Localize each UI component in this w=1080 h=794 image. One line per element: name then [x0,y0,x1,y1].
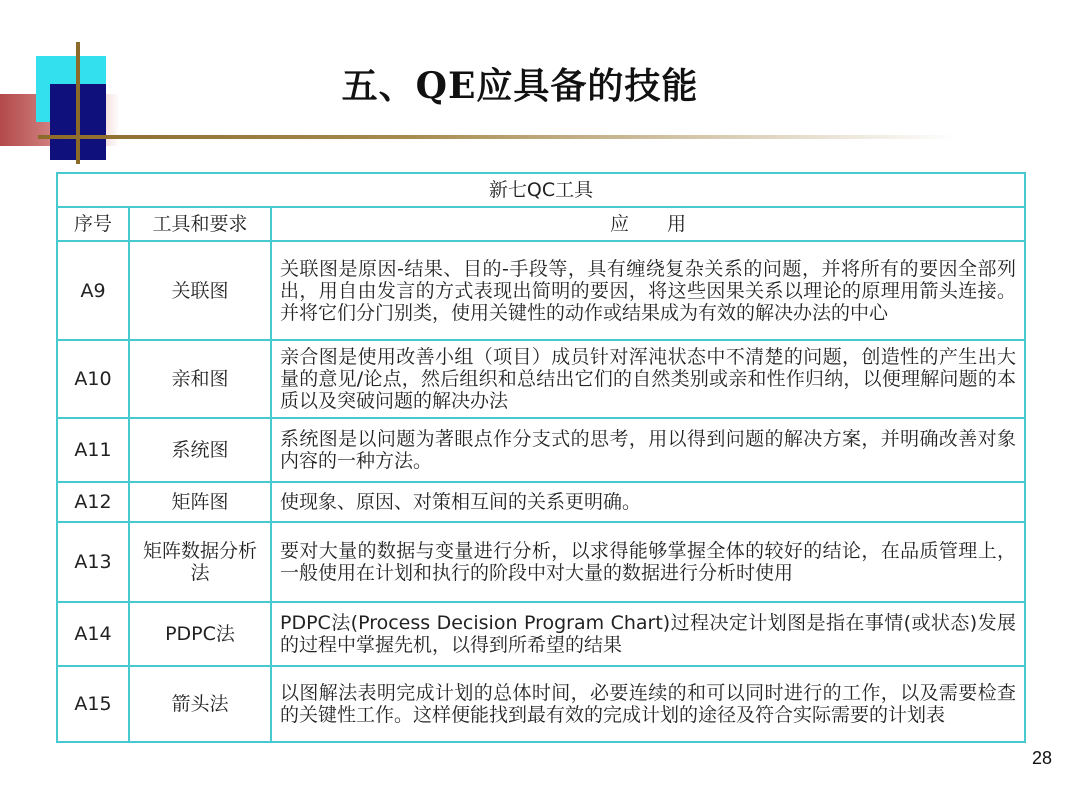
row-id: A10 [57,340,129,418]
row-id: A9 [57,241,129,340]
header-cell: 工具和要求 [129,207,271,241]
row-id: A15 [57,666,129,742]
row-application: 系统图是以问题为著眼点作分支式的思考，用以得到问题的解决方案，并明确改善对象内容的一种方法。 [271,418,1025,482]
row-application: 亲合图是使用改善小组（项目）成员针对浑沌状态中不清楚的问题，创造性的产生出大量的意见/论点，然后组织和总结出它们的自然类别或亲和性作归纳，以便理解问题的本质以及突破问题的解决办法 [271,340,1025,418]
row-tool: 系统图 [129,418,271,482]
table-row [57,340,1025,418]
row-id: A13 [57,522,129,602]
table-row [57,522,1025,602]
header-cell: 序号 [57,207,129,241]
row-id: A14 [57,602,129,666]
row-application: 要对大量的数据与变量进行分析，以求得能够掌握全体的较好的结论，在品质管理上，一般使用在计划和执行的阶段中对大量的数据进行分析时使用 [271,522,1025,602]
row-tool: 矩阵图 [129,482,271,522]
table-row [57,241,1025,340]
row-application: 以图解法表明完成计划的总体时间，必要连续的和可以同时进行的工作，以及需要检查的关键性工作。这样便能找到最有效的完成计划的途径及符合实际需要的计划表 [271,666,1025,742]
row-id: A11 [57,418,129,482]
row-tool: PDPC法 [129,602,271,666]
row-tool: 亲和图 [129,340,271,418]
table-header-row [57,207,1025,241]
page-number: 28 [1031,748,1052,768]
slide-title: 五、QE应具备的技能 [341,65,699,107]
table-row [57,418,1025,482]
row-tool: 矩阵数据分析法 [129,522,271,602]
table-caption: 新七QC工具 [57,173,1025,207]
header-cell: 应 用 [271,207,1025,241]
table-caption-row [57,173,1025,207]
table-row [57,602,1025,666]
row-id: A12 [57,482,129,522]
qc-tools-table [56,172,1026,743]
row-tool: 关联图 [129,241,271,340]
decorative-vertical-line [76,42,80,164]
row-application: 使现象、原因、对策相互间的关系更明确。 [271,482,1025,522]
row-application: PDPC法(Process Decision Program Chart)过程决定计划图是指在事情(或状态)发展的过程中掌握先机，以得到所希望的结果 [271,602,1025,666]
row-application: 关联图是原因-结果、目的-手段等，具有缠绕复杂关系的问题，并将所有的要因全部列出，用自由发言的方式表现出简明的要因，将这些因果关系以理论的原理用箭头连接。并将它们分门别类，使用关键性的动作或结果成为有效的解决办法的中心 [271,241,1025,340]
table-row [57,666,1025,742]
row-tool: 箭头法 [129,666,271,742]
decorative-horizontal-line [38,135,958,139]
table-row [57,482,1025,522]
